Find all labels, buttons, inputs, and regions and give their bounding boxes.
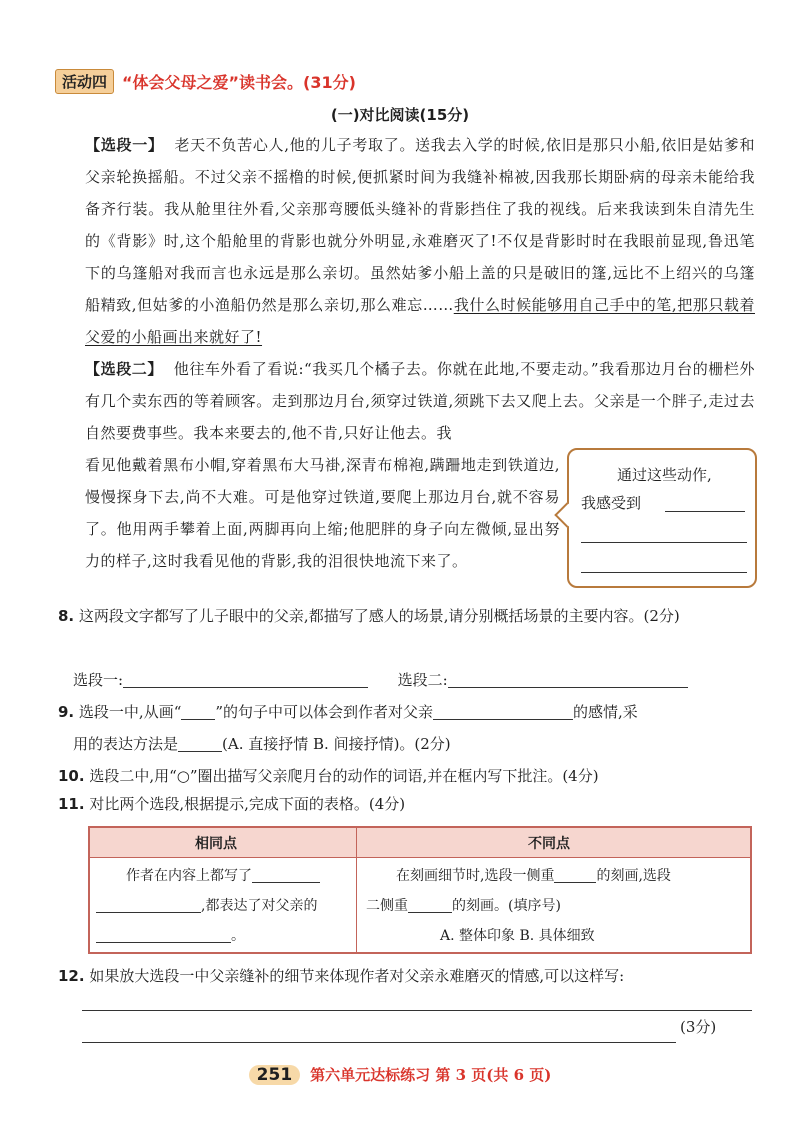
question-8 [58,600,758,632]
annotation-answer-line[interactable] [581,542,747,543]
diff-cell-line1 [396,861,671,891]
question-text: 这两段文字都写了儿子眼中的父亲,都描写了感人的场景,请分别概括场景的主要内容。(2分) [78,607,680,625]
same-cell-line2 [96,891,317,921]
answer-blank-passage-two[interactable] [448,670,688,688]
table-header-diff: 不同点 [528,836,570,852]
passage-one-text: 老天不负苦心人,他的儿子考取了。送我去入学的时候,依旧是那只小船,依旧是姑爹和父亲轮换摇船。不过父亲不摇橹的时候,便抓紧时间为我缝补棉被,因我那长期卧病的母亲未能给我备齐行装。我从舱里往外看,父亲那弯腰低头缝补的背影挡住了我的视线。后来我读到朱自清先生的《背影》时,这个船舱里的背影也就分外明显,永难磨灭了!不仅是背影时时在我眼前显现,鲁迅笔下的乌篷船对我而言也永远是那么亲切。虽然姑爹小船上盖的只是破旧的篷,远比不上绍兴的乌篷船精致,但姑爹的小渔船仍然是那么亲切,那么难忘…… [85,136,755,314]
question-8-answers [73,664,773,696]
question-12 [58,960,758,992]
answer-line[interactable] [82,1010,752,1011]
question-text: 用的表达方法是 [73,735,179,753]
question-9 [58,696,758,728]
cell-text: 作者在内容上都写了 [126,868,252,884]
question-text: 如果放大选段一中父亲缝补的细节来体现作者对父亲永难磨灭的情感,可以这样写: [89,967,625,985]
activity-tag: 活动四 [55,69,114,94]
diff-options: A. 整体印象 B. 具体细致 [440,928,595,944]
method-answer-blank[interactable] [178,734,222,752]
table-header-row [90,828,750,858]
diff-blank-1[interactable] [554,865,596,883]
question-number: 12. [58,967,85,985]
answer-label-passage-two: 选段二: [397,671,448,689]
page-number: 251 [249,1065,301,1085]
question-text: 选段二中,用“○”圈出描写父亲爬月台的动作的词语,并在框内写下批注。(4分) [89,767,599,785]
answer-line[interactable] [82,1042,676,1043]
passage-two-left [85,449,560,577]
question-text: 选段一中,从画“ [78,703,182,721]
answer-label-passage-one: 选段一: [73,671,124,689]
cell-text: 的刻画。(填序号) [452,898,561,914]
cell-text: 在刻画细节时,选段一侧重 [396,868,555,884]
comparison-table [88,826,752,954]
question-number: 11. [58,795,85,813]
annotation-answer-line[interactable] [581,572,747,573]
same-cell-line1 [126,861,320,891]
annotation-prompt-line2: 我感受到 [581,494,642,512]
diff-cell-line2 [366,891,561,921]
same-content-blank[interactable] [252,865,320,883]
question-number: 8. [58,607,75,625]
question-text: ”的句子中可以体会到作者对父亲 [215,703,434,721]
page-footer [0,1064,800,1085]
passage-one-underlined-sentence: 我什么时候能够用自己手中的笔,把那只载着父爱的小船画出来就好了! [85,296,755,346]
passage-one-label: 【选段一】 [85,136,164,154]
same-cell-line3 [96,921,245,951]
underline-mark-blank[interactable] [181,702,215,720]
same-content-blank-2[interactable] [96,895,201,913]
cell-text: 。 [231,928,245,944]
question-number: 9. [58,703,75,721]
activity-title: “体会父母之爱”读书会。(31分) [122,72,356,92]
passage-two-top [85,353,755,449]
question-text: 的感情,采 [573,703,638,721]
cell-text: 的刻画,选段 [596,868,671,884]
table-divider [356,828,357,952]
cell-text: 二侧重 [366,898,408,914]
footer-text: 第六单元达标练习 第 3 页(共 6 页) [310,1066,552,1084]
passage-two-text-left: 看见他戴着黑布小帽,穿着黑布大马褂,深青布棉袍,蹒跚地走到铁道边,慢慢探身下去,尚不大难。可是他穿过铁道,要爬上那边月台,就不容易了。他用两手攀着上面,两脚再向上缩;他肥胖的身子向左微倾,显出努力的样子,这时我看见他的背影,我的泪很快地流下来了。 [85,456,560,570]
question-text: (A. 直接抒情 B. 间接抒情)。(2分) [222,735,451,753]
question-number: 10. [58,767,85,785]
activity-header [55,68,356,94]
annotation-blank[interactable] [665,511,745,512]
section-title: (一)对比阅读(15分) [330,106,470,124]
question-text: 对比两个选段,根据提示,完成下面的表格。(4分) [89,795,406,813]
table-header-same: 相同点 [195,836,237,852]
passage-one [85,129,755,353]
question-12-score: (3分) [680,1018,717,1036]
diff-blank-2[interactable] [408,895,452,913]
annotation-box[interactable] [567,448,757,588]
annotation-prompt-line1: 通过这些动作, [617,466,712,484]
same-feeling-blank[interactable] [96,925,231,943]
passage-two-label: 【选段二】 [85,360,163,378]
passage-two-text-top: 他往车外看了看说:“我买几个橘子去。你就在此地,不要走动。”我看那边月台的栅栏外有几个卖东西的等着顾客。走到那边月台,须穿过铁道,须跳下去又爬上去。父亲是一个胖子,走过去自然要费事些。我本来要去的,他不肯,只好让他去。我 [85,360,755,442]
feeling-answer-blank[interactable] [433,702,573,720]
question-9-line2 [73,728,773,760]
cell-text: ,都表达了对父亲的 [201,898,318,914]
answer-blank-passage-one[interactable] [123,670,368,688]
question-11 [58,788,758,820]
